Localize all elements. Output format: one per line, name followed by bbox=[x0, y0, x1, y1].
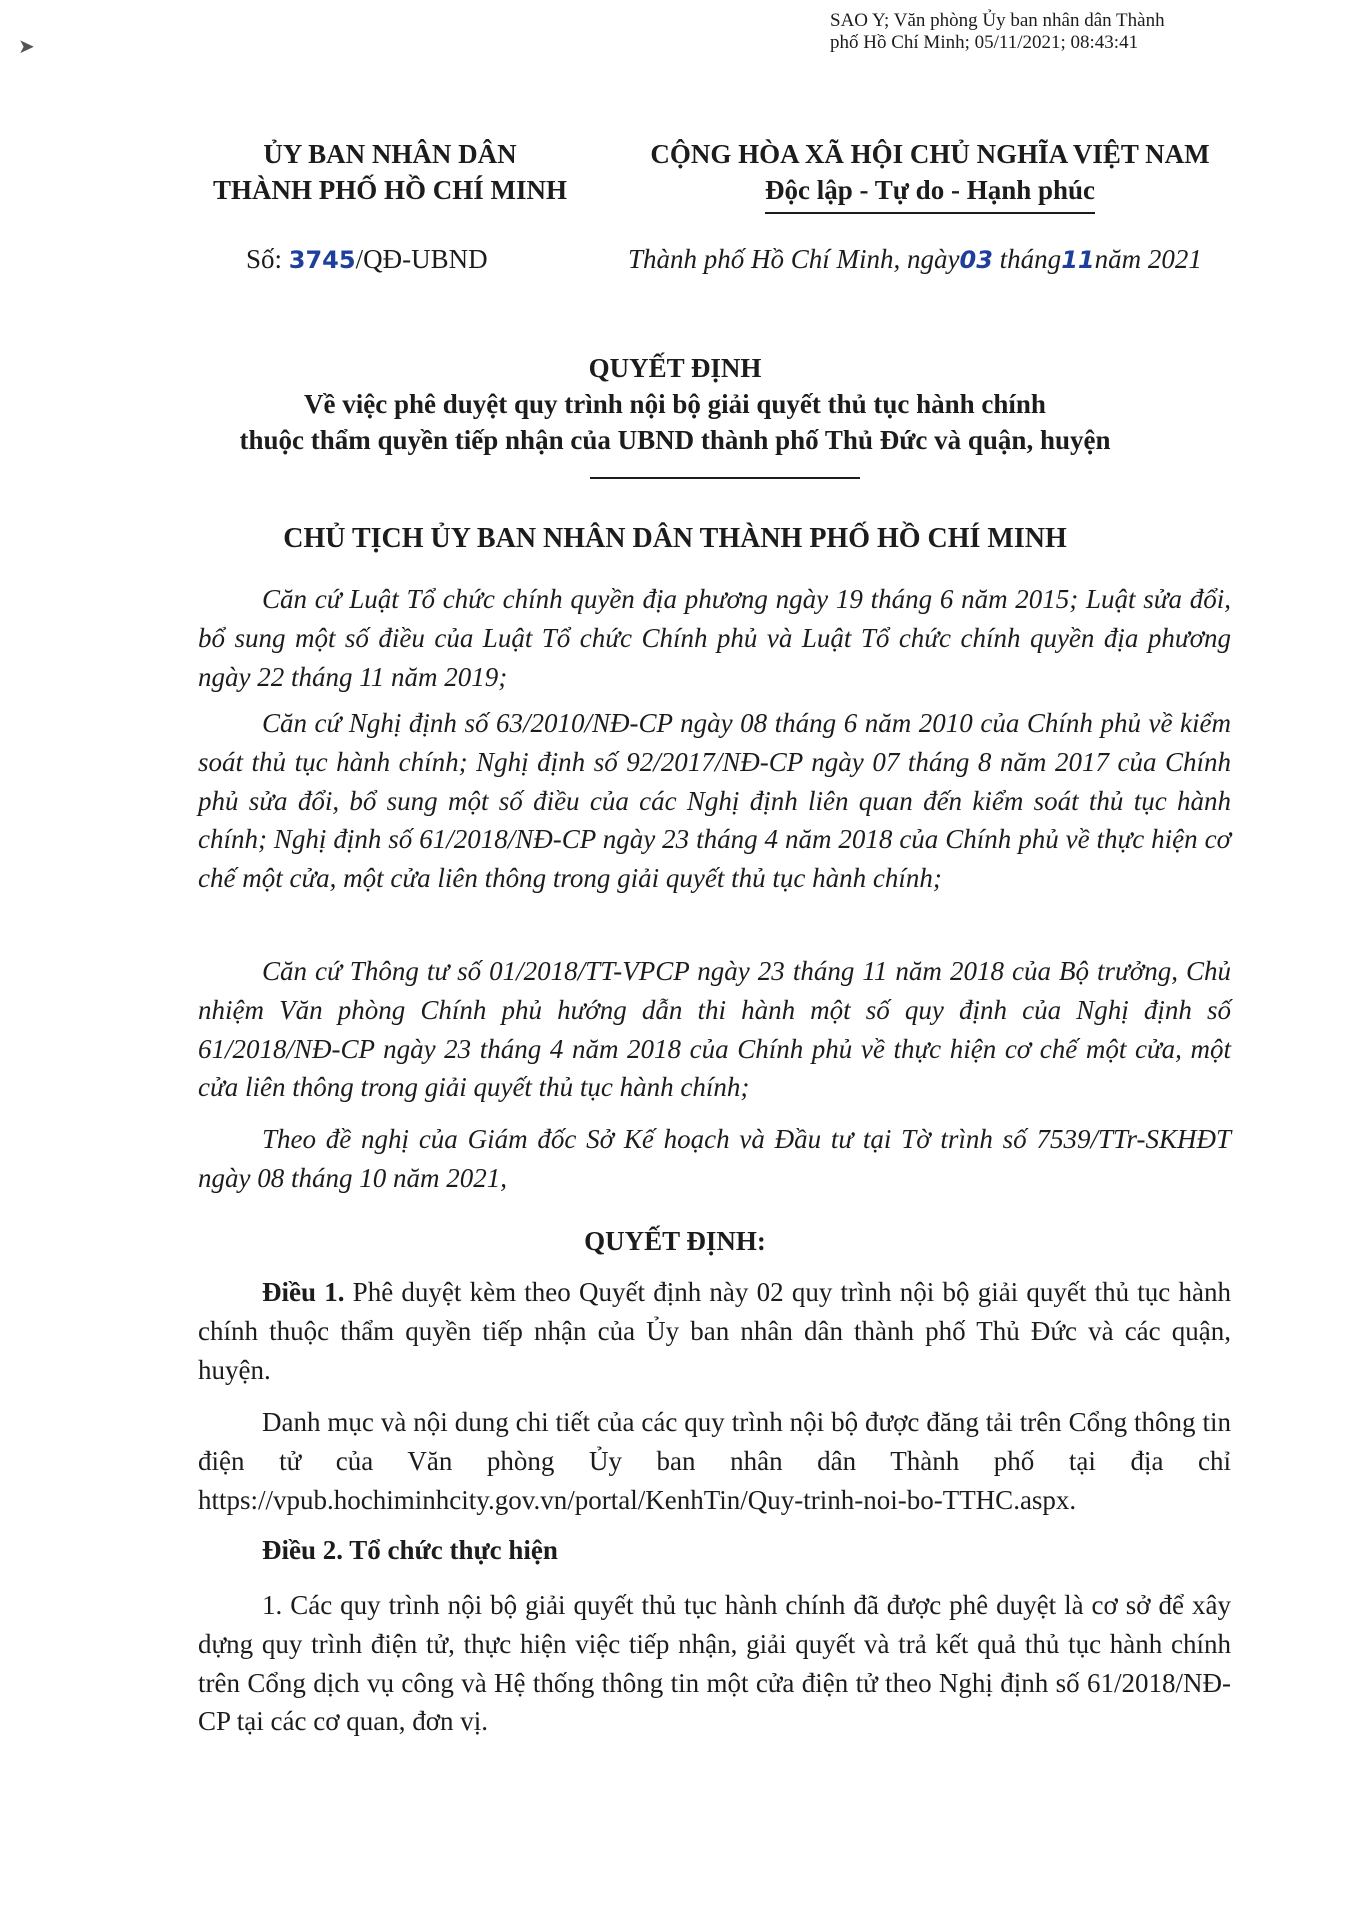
article-2-item-1: 1. Các quy trình nội bộ giải quyết thủ tục hành chính đã được phê duyệt là cơ sở để xây dựng quy trình điện tử, thực hiện việc tiếp nhận, giải quyết và trả kết quả thủ tục hành chính trên Cổng dịch vụ công và Hệ thống thông tin một cửa điện tử theo Nghị định số 61/2018/NĐ-CP tại các cơ quan, đơn vị. bbox=[198, 1590, 1231, 1737]
issuing-agency bbox=[180, 136, 600, 208]
article-1-label: Điều 1. bbox=[262, 1277, 345, 1307]
article-1 bbox=[198, 1273, 1231, 1389]
date-mid: tháng bbox=[992, 244, 1062, 274]
date-month: 11 bbox=[1061, 246, 1095, 274]
title-line-1: QUYẾT ĐỊNH bbox=[588, 353, 762, 383]
document-title bbox=[120, 350, 1230, 458]
article-1-para-2: Danh mục và nội dung chi tiết của các quy trình nội bộ được đăng tải trên Cổng thông tin điện tử của Văn phòng Ủy ban nhân dân Thành phố tại địa chỉ https://vpub.hochiminhcity.gov.vn/portal/KenhTin/Quy-trinh-noi-bo-TTHC.aspx. bbox=[198, 1407, 1231, 1515]
scan-mark: ➤ bbox=[18, 36, 35, 58]
date-prefix: Thành phố Hồ Chí Minh, ngày bbox=[628, 244, 960, 274]
article-2-heading: Điều 2. Tổ chức thực hiện bbox=[262, 1535, 558, 1565]
stamp-line-1: SAO Y; Văn phòng Ủy ban nhân dân Thành bbox=[830, 10, 1165, 31]
copy-stamp bbox=[830, 10, 1330, 54]
article-1-text: Phê duyệt kèm theo Quyết định này 02 quy trình nội bộ giải quyết thủ tục hành chính thuộc thẩm quyền tiếp nhận của Ủy ban nhân dân thành phố Thủ Đức và các quận, huyện. bbox=[198, 1277, 1231, 1385]
document-date bbox=[628, 244, 1202, 275]
national-heading bbox=[600, 136, 1260, 214]
national-motto: Độc lập - Tự do - Hạnh phúc bbox=[765, 172, 1095, 214]
date-day: 03 bbox=[959, 246, 993, 274]
document-number bbox=[246, 244, 488, 275]
legal-basis-2: Căn cứ Nghị định số 63/2010/NĐ-CP ngày 08 tháng 6 năm 2010 của Chính phủ về kiểm soát thủ tục hành chính; Nghị định số 92/2017/NĐ-CP ngày 07 tháng 8 năm 2017 của Chính phủ sửa đổi, bổ sung một số điều của các Nghị định liên quan đến kiểm soát thủ tục hành chính; Nghị định số 61/2018/NĐ-CP ngày 23 tháng 4 năm 2018 của Chính phủ về thực hiện cơ chế một cửa, một cửa liên thông trong giải quyết thủ tục hành chính; bbox=[198, 708, 1231, 894]
title-line-2: Về việc phê duyệt quy trình nội bộ giải quyết thủ tục hành chính bbox=[304, 389, 1046, 419]
agency-line-2: THÀNH PHỐ HỒ CHÍ MINH bbox=[212, 175, 567, 205]
number-prefix: Số: bbox=[246, 244, 289, 274]
stamp-line-2: phố Hồ Chí Minh; 05/11/2021; 08:43:41 bbox=[830, 32, 1139, 53]
nation-title: CỘNG HÒA XÃ HỘI CHỦ NGHĨA VIỆT NAM bbox=[650, 139, 1210, 169]
decision-heading: QUYẾT ĐỊNH: bbox=[584, 1226, 766, 1256]
agency-line-1: ỦY BAN NHÂN DÂN bbox=[263, 139, 517, 169]
proposal-basis: Theo đề nghị của Giám đốc Sở Kế hoạch và Đầu tư tại Tờ trình số 7539/TTr-SKHĐT ngày 08 tháng 10 năm 2021, bbox=[198, 1124, 1231, 1193]
legal-basis-1: Căn cứ Luật Tổ chức chính quyền địa phương ngày 19 tháng 6 năm 2015; Luật sửa đổi, bổ sung một số điều của Luật Tổ chức Chính phủ và Luật Tổ chức chính quyền địa phương ngày 22 tháng 11 năm 2019; bbox=[198, 584, 1231, 692]
issuing-authority: CHỦ TỊCH ỦY BAN NHÂN DÂN THÀNH PHỐ HỒ CHÍ MINH bbox=[283, 523, 1067, 554]
title-line-3: thuộc thẩm quyền tiếp nhận của UBND thành phố Thủ Đức và quận, huyện bbox=[239, 425, 1111, 455]
number-suffix: /QĐ-UBND bbox=[355, 244, 488, 274]
date-suffix: năm 2021 bbox=[1094, 244, 1202, 274]
title-divider bbox=[590, 477, 860, 479]
number-handwritten: 3745 bbox=[288, 246, 356, 274]
legal-basis-3: Căn cứ Thông tư số 01/2018/TT-VPCP ngày 23 tháng 11 năm 2018 của Bộ trưởng, Chủ nhiệm Văn phòng Chính phủ hướng dẫn thi hành một số quy định của Nghị định số 61/2018/NĐ-CP ngày 23 tháng 4 năm 2018 của Chính phủ về thực hiện cơ chế một cửa, một cửa liên thông trong giải quyết thủ tục hành chính; bbox=[198, 956, 1231, 1103]
